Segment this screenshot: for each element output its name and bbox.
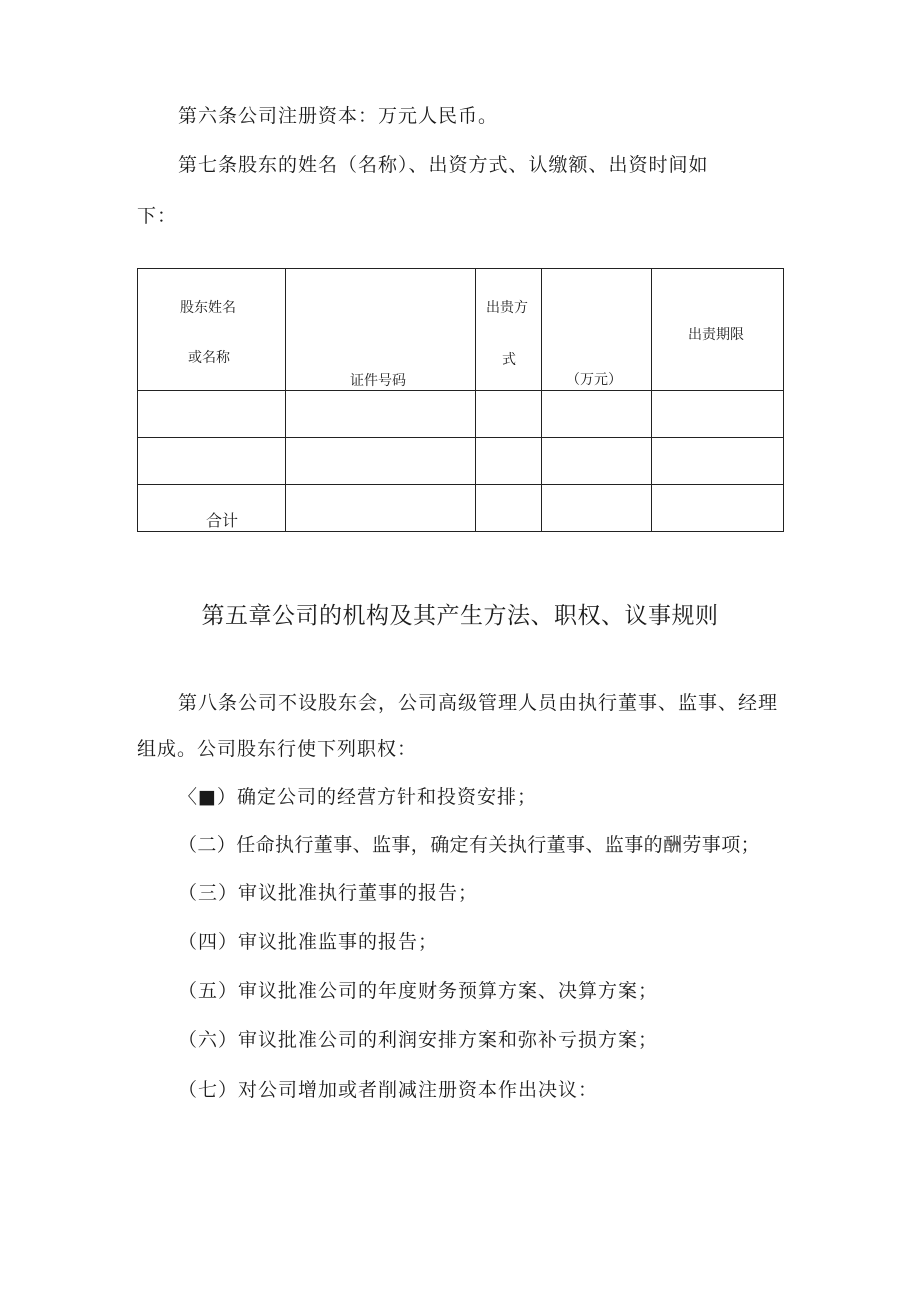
chapter-heading: 第五章公司的机构及其产生方法、职权、议事规则 — [201, 603, 719, 629]
power-item-2: （二）任命执行董事、监事，确定有关执行董事、监事的酬劳事项； — [178, 834, 761, 856]
table-cell — [286, 438, 476, 485]
header-name-cell — [138, 269, 286, 391]
table-cell — [286, 391, 476, 438]
table-cell — [286, 485, 476, 532]
header-id-number: 证件号码 — [350, 373, 406, 389]
table-cell — [652, 438, 784, 485]
header-method-line1: 出贵方 — [486, 300, 528, 316]
article-8-paragraph-line2: 组成。公司股东行使下列职权： — [137, 738, 418, 760]
power-item-4: （四）审议批准监事的报告； — [178, 931, 439, 953]
table-cell — [476, 438, 542, 485]
table-row — [138, 391, 784, 438]
table-cell — [652, 485, 784, 532]
total-label: 合计 — [206, 511, 239, 530]
power-item-6: （六）审议批准公司的利润安排方案和弥补亏损方案； — [178, 1029, 659, 1051]
header-method-line2: 式 — [502, 352, 516, 368]
table-cell — [652, 391, 784, 438]
power-item-7: （七）对公司增加或者削减注册资本作出决议： — [178, 1079, 599, 1101]
header-term-cell — [652, 269, 784, 391]
header-term: 出责期限 — [688, 327, 744, 343]
power-item-3: （三）审议批准执行董事的报告； — [178, 882, 479, 904]
table-cell — [542, 485, 652, 532]
table-cell — [138, 391, 286, 438]
header-amount-cell — [542, 269, 652, 391]
table-row — [138, 438, 784, 485]
article-7-paragraph-line1: 第七条股东的姓名（名称）、出资方式、认缴额、出资时间如 — [178, 154, 709, 176]
table-cell — [138, 438, 286, 485]
header-id-cell — [286, 269, 476, 391]
article-6-paragraph: 第六条公司注册资本：万元人民币。 — [178, 105, 499, 127]
table-cell — [542, 391, 652, 438]
power-item-1: 〈■）确定公司的经营方针和投资安排； — [178, 786, 537, 808]
header-amount-unit: （万元） — [566, 372, 622, 388]
header-name-line2: 或名称 — [188, 350, 230, 366]
article-7-paragraph-line2: 下： — [137, 205, 178, 227]
header-name-line1: 股东姓名 — [180, 300, 236, 316]
table-total-row — [138, 485, 784, 532]
header-method-cell — [476, 269, 542, 391]
table-header-row — [138, 269, 784, 391]
table-cell — [542, 438, 652, 485]
shareholder-table — [137, 268, 784, 532]
table-cell — [476, 391, 542, 438]
article-8-paragraph-line1: 第八条公司不设股东会，公司高级管理人员由执行董事、监事、经理 — [178, 692, 779, 714]
table-cell — [476, 485, 542, 532]
power-item-5: （五）审议批准公司的年度财务预算方案、决算方案； — [178, 980, 659, 1002]
total-label-cell — [138, 485, 286, 532]
